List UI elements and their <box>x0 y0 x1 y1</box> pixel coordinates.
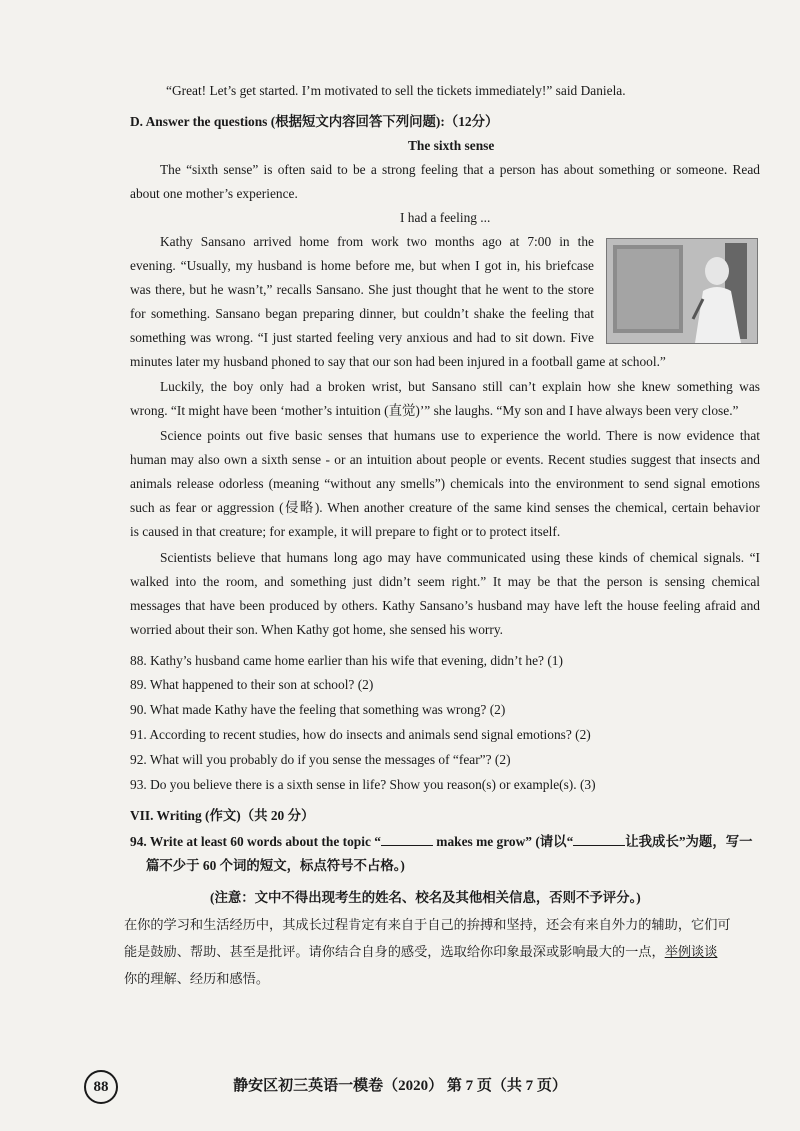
intro-line-2: about one mother’s experience. <box>130 186 298 201</box>
section-d-heading: D. Answer the questions (根据短文内容回答下列问题):（12分） <box>130 114 499 129</box>
p1-line-5: something was wrong. “I just started feeling very anxious and had to sit down. Five <box>130 330 594 345</box>
top-line: “Great! Let’s get started. I’m motivated to sell the tickets immediately!” said Daniela. <box>166 83 626 98</box>
p1-line-2: evening. “Usually, my husband is home before me, but when I got in, his briefcase <box>130 258 594 273</box>
p3-line-1: Science points out five basic senses that humans use to experience the world. There is now evidence that <box>160 428 760 443</box>
passage-subtitle: I had a feeling ... <box>400 210 491 225</box>
p4-line-2: walked into the room, and something just didn’t seem right.” It may be that the person is sensing chemical <box>130 574 760 589</box>
writing-prompt-line-1 <box>130 832 753 852</box>
question-88: 88. Kathy’s husband came home earlier than his wife that evening, didn’t he? (1) <box>130 653 563 668</box>
topic-blank-2 <box>573 833 625 846</box>
guide-line-2-text: 能是鼓励、帮助、甚至是批评。请你结合自身的感受，选取给你印象最深或影响最大的一点， <box>124 944 665 959</box>
topic-blank-1 <box>381 833 433 846</box>
question-92: 92. What will you probably do if you sense the messages of “fear”? (2) <box>130 752 511 767</box>
writing-note: (注意：文中不得出现考生的姓名、校名及其他相关信息，否则不予评分。) <box>210 890 641 905</box>
p3-line-5: is caused in that creature; for example, it will prepare to fight or to protect itself. <box>130 524 561 539</box>
intro-line-1: The “sixth sense” is often said to be a strong feeling that a person has about something or someone. Read <box>160 162 760 177</box>
p1-line-4: for something. Sansano began preparing dinner, but couldn’t shake the feeling that <box>130 306 594 321</box>
p3-line-4: such as fear or aggression (侵略). When another creature of the same kind senses the chemical, certain behavior <box>130 500 760 515</box>
photo-woman-on-phone-icon <box>607 239 757 343</box>
p1-line-1: Kathy Sansano arrived home from work two months ago at 7:00 in the <box>160 234 594 249</box>
question-90: 90. What made Kathy have the feeling that something was wrong? (2) <box>130 702 506 717</box>
writing-guide-line-3: 你的理解、经历和感悟。 <box>124 971 270 986</box>
p4-line-3: messages that have been produced by others. Kathy Sansano’s husband may have left the house feeling afraid and <box>130 598 760 613</box>
p3-line-3: animals release odorless (meaning “without any smells”) chemicals into the environment to send signal emotions <box>130 476 760 491</box>
passage-title: The sixth sense <box>408 138 495 153</box>
p2-line-1: Luckily, the boy only had a broken wrist, but Sansano still can’t explain how she knew something was <box>160 379 760 394</box>
p1-line-3: was there, but he wasn’t,” recalls Sansano. She just thought that he went to the store <box>130 282 594 297</box>
writing-prompt-line-2: 篇不少于 60 个词的短文，标点符号不占格。) <box>146 858 405 873</box>
p3-line-2: human may also own a sixth sense - or an intuition about people or events. Recent studies suggest that insects and <box>130 452 760 467</box>
writing-heading: VII. Writing (作文)（共 20 分） <box>130 808 315 823</box>
p1-line-6: minutes later my husband phoned to say that our son had been injured in a football game at school.” <box>130 354 666 369</box>
guide-line-2-emphasis: 举例谈谈 <box>664 944 718 959</box>
writing-guide-line-1: 在你的学习和生活经历中，其成长过程肯定有来自于自己的拚搏和坚持，还会有来自外力的辅助，它们可 <box>124 917 731 932</box>
page-number-badge: 88 <box>84 1070 118 1104</box>
prompt-part-2: makes me grow” (请以“ <box>432 834 574 849</box>
page-footer: 静安区初三英语一模卷（2020） 第 7 页（共 7 页） <box>233 1078 567 1094</box>
p4-line-1: Scientists believe that humans long ago may have communicated using these kinds of chemical signals. “I <box>160 550 760 565</box>
prompt-part-1: 94. Write at least 60 words about the topic “ <box>130 834 381 849</box>
p2-line-2: wrong. “It might have been ‘mother’s intuition (直觉)’” she laughs. “My son and I have always been very close.” <box>130 403 739 418</box>
passage-photo <box>606 238 758 344</box>
prompt-part-3: 让我成长”为题，写一 <box>625 834 753 849</box>
question-89: 89. What happened to their son at school? (2) <box>130 677 374 692</box>
question-93: 93. Do you believe there is a sixth sense in life? Show you reason(s) or example(s). (3) <box>130 777 596 792</box>
writing-guide-line-2 <box>124 942 717 962</box>
p4-line-4: worried about their son. When Kathy got home, she sensed his worry. <box>130 622 504 637</box>
question-91: 91. According to recent studies, how do insects and animals send signal emotions? (2) <box>130 727 591 742</box>
